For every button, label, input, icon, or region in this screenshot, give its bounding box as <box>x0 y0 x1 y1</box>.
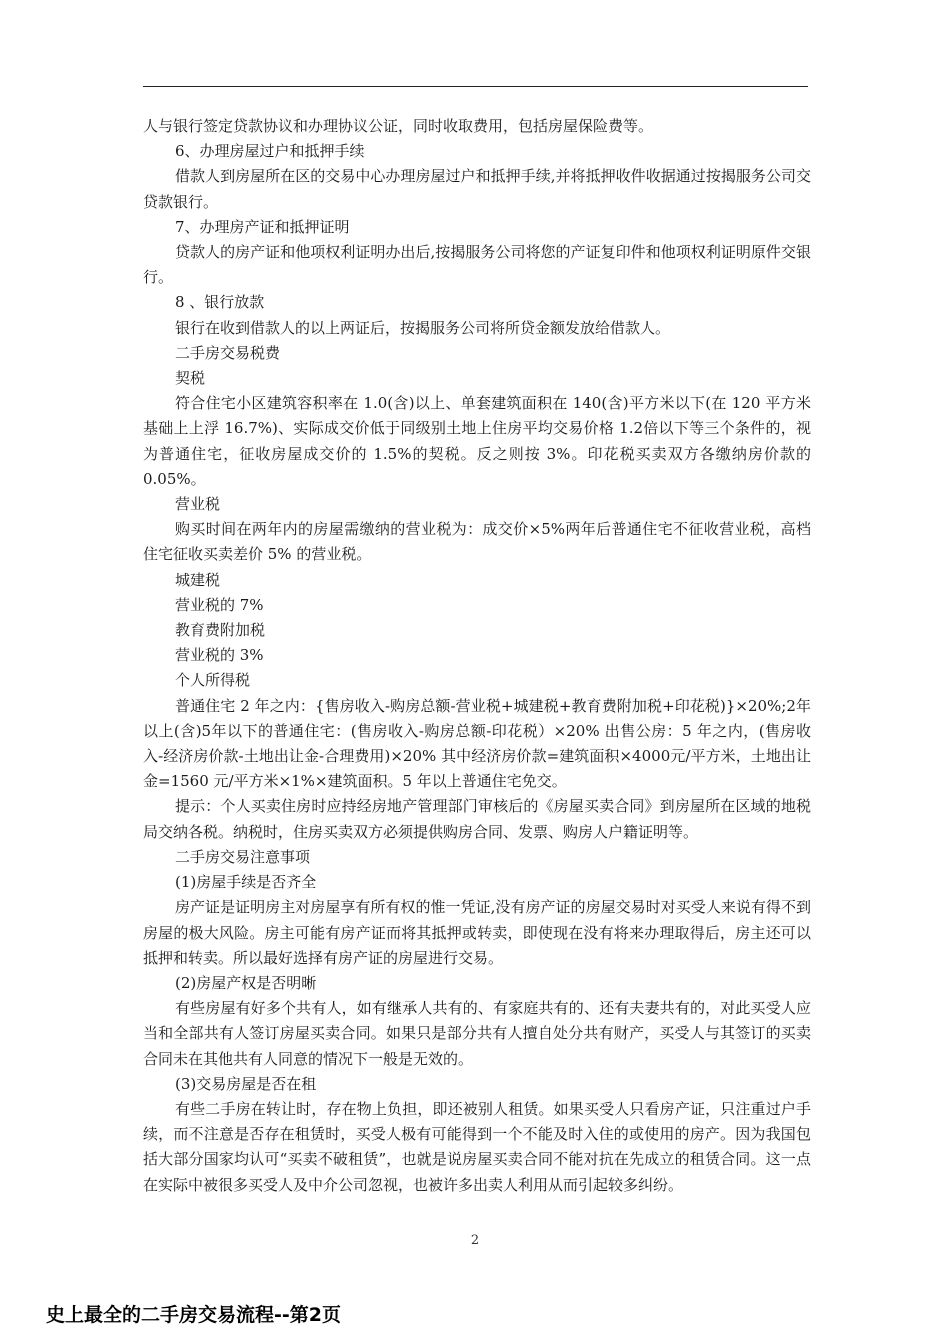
paragraph: 提示：个人买卖住房时应持经房地产管理部门审核后的《房屋买卖合同》到房屋所在区域的地税局交纳各税。纳税时，住房买卖双方必须提供购房合同、发票、购房人户籍证明等。 <box>143 797 811 841</box>
paragraph: 有些二手房在转让时，存在物上负担，即还被别人租赁。如果买受人只看房产证，只注重过户手续，而不注意是否存在租赁时，买受人极有可能得到一个不能及时入住的或使用的房产。因为我国包括大部分国家均认可“买卖不破租赁”，也就是说房屋买卖合同不能对抗在先成立的租赁合同。这一点在实际中被很多买受人及中介公司忽视，也被许多出卖人利用从而引起较多纠纷。 <box>143 1099 811 1194</box>
section-heading: 二手房交易税费 <box>175 343 281 362</box>
paragraph: 银行在收到借款人的以上两证后，按揭服务公司将所贷金额发放给借款人。 <box>175 318 671 337</box>
section-heading: 个人所得税 <box>175 671 251 690</box>
section-heading: 契税 <box>175 369 206 388</box>
paragraph: 贷款人的房产证和他项权利证明办出后,按揭服务公司将您的产证复印件和他项权利证明原件交银行。 <box>143 243 811 287</box>
page-number: 2 <box>470 1233 480 1248</box>
section-heading: 7、办理房产证和抵押证明 <box>175 217 350 236</box>
section-heading: 城建税 <box>175 570 221 589</box>
section-heading: 二手房交易注意事项 <box>175 847 311 866</box>
paragraph: 人与银行签定贷款协议和办理协议公证，同时收取费用，包括房屋保险费等。 <box>143 117 654 135</box>
paragraph: 借款人到房屋所在区的交易中心办理房屋过户和抵押手续,并将抵押收件收据通过按揭服务公司交贷款银行。 <box>143 167 811 211</box>
section-heading: 6、办理房屋过户和抵押手续 <box>175 142 365 161</box>
section-heading: 营业税的 3% <box>175 646 264 665</box>
paragraph: 有些房屋有好多个共有人，如有继承人共有的、有家庭共有的、还有夫妻共有的，对此买受人应当和全部共有人签订房屋买卖合同。如果只是部分共有人擅自处分共有财产，买受人与其签订的买卖合同未在其他共有人同意的情况下一般是无效的。 <box>143 999 811 1068</box>
section-heading: 营业税的 7% <box>175 595 264 614</box>
section-heading: (2)房屋产权是否明晰 <box>175 973 317 992</box>
document-body <box>143 114 811 1198</box>
section-heading: 营业税 <box>175 495 221 514</box>
paragraph: 普通住宅 2 年之内：{售房收入-购房总额-营业税+城建税+教育费附加税+印花税)}×20%;2年以上(含)5年以下的普通住宅：(售房收入-购房总额-印花税）×20% 出售公房：5 年之内，(售房收入-经济房价款-土地出让金-合理费用)×20% 其中经济房价款=建筑面积×4000元/平方米，土地出让金=1560 元/平方米×1%×建筑面积。5 年以上普通住宅免交。 <box>143 696 811 791</box>
paragraph: 房产证是证明房主对房屋享有所有权的惟一凭证,没有房产证的房屋交易时对买受人来说有得不到房屋的极大风险。房主可能有房产证而将其抵押或转卖，即使现在没有将来办理取得后，房主还可以抵押和转卖。所以最好选择有房产证的房屋进行交易。 <box>143 898 811 967</box>
paragraph: 符合住宅小区建筑容积率在 1.0(含)以上、单套建筑面积在 140(含)平方米以下(在 120 平方米基础上上浮 16.7%)、实际成交价低于同级别土地上住房平均交易价格 1.2倍以下等三个条件的，视为普通住宅，征收房屋成交价的 1.5%的契税。反之则按 3%。印花税买卖双方各缴纳房价款的 0.05%。 <box>143 394 811 488</box>
header-rule <box>143 86 808 87</box>
section-heading: 教育费附加税 <box>175 621 266 640</box>
footer-title: 史上最全的二手房交易流程--第2页 <box>46 1304 341 1326</box>
paragraph: 购买时间在两年内的房屋需缴纳的营业税为：成交价×5%两年后普通住宅不征收营业税，高档住宅征收买卖差价 5% 的营业税。 <box>143 520 811 564</box>
section-heading: (3)交易房屋是否在租 <box>175 1074 317 1093</box>
section-heading: (1)房屋手续是否齐全 <box>175 873 317 892</box>
section-heading: 8 、银行放款 <box>175 293 265 312</box>
